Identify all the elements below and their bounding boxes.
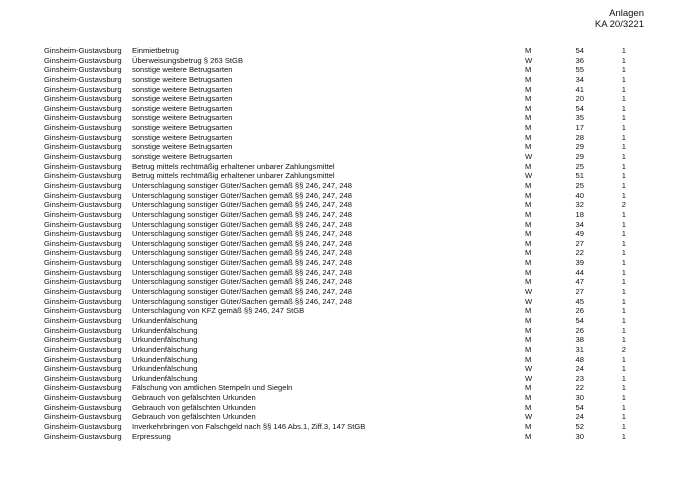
count-cell: 1	[621, 421, 626, 431]
place-cell: Ginsheim-Gustavsburg	[44, 94, 122, 104]
sex-cell: M	[525, 142, 532, 152]
offense-cell: Urkundenfälschung	[132, 373, 198, 383]
table-row	[44, 200, 664, 210]
sex-cell: M	[525, 238, 532, 248]
age-cell: 35	[575, 113, 584, 123]
sex-cell: M	[525, 94, 532, 104]
sex-cell: M	[525, 335, 532, 345]
age-cell: 54	[575, 103, 584, 113]
age-cell: 25	[575, 161, 584, 171]
sex-cell: W	[525, 287, 533, 297]
table-row	[44, 56, 664, 66]
place-cell: Ginsheim-Gustavsburg	[44, 354, 122, 364]
table-row	[44, 210, 664, 220]
table-row	[44, 422, 664, 432]
table-row	[44, 65, 664, 75]
age-cell: 55	[575, 65, 584, 75]
table-row	[44, 383, 664, 393]
count-cell: 1	[621, 296, 626, 306]
age-cell: 27	[575, 238, 584, 248]
sex-cell: M	[525, 219, 532, 229]
count-cell: 1	[621, 277, 626, 287]
place-cell: Ginsheim-Gustavsburg	[44, 74, 122, 84]
age-cell: 28	[575, 132, 584, 142]
count-cell: 1	[621, 335, 626, 345]
table-row	[44, 306, 664, 316]
age-cell: 39	[575, 258, 584, 268]
sex-cell: M	[525, 190, 532, 200]
age-cell: 26	[575, 306, 584, 316]
table-row	[44, 393, 664, 403]
count-cell: 1	[621, 94, 626, 104]
table-row	[44, 268, 664, 278]
table-row	[44, 133, 664, 143]
table-row	[44, 94, 664, 104]
sex-cell: M	[525, 383, 532, 393]
place-cell: Ginsheim-Gustavsburg	[44, 421, 122, 431]
table-row	[44, 171, 664, 181]
offense-cell: sonstige weitere Betrugsarten	[132, 84, 233, 94]
age-cell: 25	[575, 180, 584, 190]
sex-cell: M	[525, 306, 532, 316]
place-cell: Ginsheim-Gustavsburg	[44, 402, 122, 412]
sex-cell: M	[525, 180, 532, 190]
count-cell: 1	[621, 132, 626, 142]
sex-cell: M	[525, 393, 532, 403]
count-cell: 1	[621, 373, 626, 383]
offense-cell: Unterschlagung sonstiger Güter/Sachen gemäß §§ 246, 247, 248	[132, 267, 352, 277]
table-row	[44, 248, 664, 258]
table-row	[44, 181, 664, 191]
count-cell: 1	[621, 325, 626, 335]
age-cell: 17	[575, 123, 584, 133]
count-cell: 1	[621, 229, 626, 239]
sex-cell: M	[525, 161, 532, 171]
place-cell: Ginsheim-Gustavsburg	[44, 103, 122, 113]
count-cell: 1	[621, 46, 626, 55]
sex-cell: M	[525, 248, 532, 258]
age-cell: 23	[575, 373, 584, 383]
offense-cell: sonstige weitere Betrugsarten	[132, 142, 233, 152]
count-cell: 1	[621, 402, 626, 412]
table-row	[44, 345, 664, 355]
place-cell: Ginsheim-Gustavsburg	[44, 344, 122, 354]
count-cell: 1	[621, 383, 626, 393]
place-cell: Ginsheim-Gustavsburg	[44, 209, 122, 219]
place-cell: Ginsheim-Gustavsburg	[44, 325, 122, 335]
age-cell: 47	[575, 277, 584, 287]
sex-cell: M	[525, 258, 532, 268]
sex-cell: M	[525, 402, 532, 412]
age-cell: 22	[575, 383, 584, 393]
age-cell: 32	[575, 200, 584, 210]
age-cell: 40	[575, 190, 584, 200]
place-cell: Ginsheim-Gustavsburg	[44, 364, 122, 374]
table-row	[44, 316, 664, 326]
count-cell: 1	[621, 219, 626, 229]
table-row	[44, 355, 664, 365]
count-cell: 2	[621, 200, 626, 210]
sex-cell: W	[525, 364, 533, 374]
place-cell: Ginsheim-Gustavsburg	[44, 335, 122, 345]
age-cell: 20	[575, 94, 584, 104]
count-cell: 1	[621, 103, 626, 113]
count-cell: 1	[621, 393, 626, 403]
offense-cell: sonstige weitere Betrugsarten	[132, 74, 233, 84]
table-row	[44, 142, 664, 152]
sex-cell: W	[525, 296, 533, 306]
table-row	[44, 403, 664, 413]
offense-cell: Erpressung	[132, 431, 171, 441]
sex-cell: M	[525, 354, 532, 364]
count-cell: 1	[621, 412, 626, 422]
count-cell: 1	[621, 180, 626, 190]
offense-cell: Unterschlagung sonstiger Güter/Sachen gemäß §§ 246, 247, 248	[132, 258, 352, 268]
offense-cell: Urkundenfälschung	[132, 315, 198, 325]
sex-cell: M	[525, 103, 532, 113]
sex-cell: M	[525, 277, 532, 287]
table-row	[44, 220, 664, 230]
sex-cell: M	[525, 123, 532, 133]
offense-cell: Unterschlagung sonstiger Güter/Sachen gemäß §§ 246, 247, 248	[132, 200, 352, 210]
count-cell: 1	[621, 84, 626, 94]
table-row	[44, 258, 664, 268]
offense-cell: Betrug mittels rechtmäßig erhaltener unbarer Zahlungsmittel	[132, 161, 335, 171]
count-cell: 1	[621, 123, 626, 133]
place-cell: Ginsheim-Gustavsburg	[44, 55, 122, 65]
age-cell: 29	[575, 142, 584, 152]
age-cell: 38	[575, 335, 584, 345]
table-row	[44, 152, 664, 162]
place-cell: Ginsheim-Gustavsburg	[44, 171, 122, 181]
table-row	[44, 46, 664, 56]
sex-cell: W	[525, 152, 533, 162]
sex-cell: W	[525, 171, 533, 181]
sex-cell: W	[525, 55, 533, 65]
offense-cell: Inverkehrbringen von Falschgeld nach §§ 146 Abs.1, Ziff.3, 147 StGB	[132, 421, 366, 431]
sex-cell: M	[525, 84, 532, 94]
age-cell: 51	[575, 171, 584, 181]
place-cell: Ginsheim-Gustavsburg	[44, 277, 122, 287]
offense-cell: Unterschlagung sonstiger Güter/Sachen gemäß §§ 246, 247, 248	[132, 190, 352, 200]
sex-cell: M	[525, 315, 532, 325]
place-cell: Ginsheim-Gustavsburg	[44, 123, 122, 133]
place-cell: Ginsheim-Gustavsburg	[44, 161, 122, 171]
sex-cell: M	[525, 65, 532, 75]
place-cell: Ginsheim-Gustavsburg	[44, 412, 122, 422]
count-cell: 1	[621, 161, 626, 171]
table-row	[44, 123, 664, 133]
sex-cell: M	[525, 267, 532, 277]
sex-cell: M	[525, 344, 532, 354]
age-cell: 18	[575, 209, 584, 219]
offense-cell: sonstige weitere Betrugsarten	[132, 65, 233, 75]
age-cell: 54	[575, 315, 584, 325]
place-cell: Ginsheim-Gustavsburg	[44, 306, 122, 316]
offense-cell: Gebrauch von gefälschten Urkunden	[132, 402, 256, 412]
sex-cell: M	[525, 229, 532, 239]
count-cell: 1	[621, 354, 626, 364]
age-cell: 54	[575, 402, 584, 412]
sex-cell: M	[525, 431, 532, 441]
age-cell: 52	[575, 421, 584, 431]
place-cell: Ginsheim-Gustavsburg	[44, 393, 122, 403]
offense-cell: sonstige weitere Betrugsarten	[132, 152, 233, 162]
offense-cell: Unterschlagung sonstiger Güter/Sachen gemäß §§ 246, 247, 248	[132, 277, 352, 287]
offense-cell: sonstige weitere Betrugsarten	[132, 123, 233, 133]
age-cell: 45	[575, 296, 584, 306]
count-cell: 1	[621, 113, 626, 123]
offense-cell: Urkundenfälschung	[132, 354, 198, 364]
place-cell: Ginsheim-Gustavsburg	[44, 267, 122, 277]
sex-cell: M	[525, 421, 532, 431]
table-row	[44, 85, 664, 95]
table-row	[44, 335, 664, 345]
place-cell: Ginsheim-Gustavsburg	[44, 431, 122, 441]
table-row	[44, 239, 664, 249]
count-cell: 1	[621, 248, 626, 258]
table-row	[44, 104, 664, 114]
count-cell: 1	[621, 190, 626, 200]
offense-cell: Fälschung von amtlichen Stempeln und Siegeln	[132, 383, 293, 393]
sex-cell: W	[525, 373, 533, 383]
place-cell: Ginsheim-Gustavsburg	[44, 190, 122, 200]
count-cell: 1	[621, 152, 626, 162]
place-cell: Ginsheim-Gustavsburg	[44, 315, 122, 325]
offense-cell: sonstige weitere Betrugsarten	[132, 113, 233, 123]
age-cell: 24	[575, 364, 584, 374]
place-cell: Ginsheim-Gustavsburg	[44, 373, 122, 383]
offense-cell: Gebrauch von gefälschten Urkunden	[132, 412, 256, 422]
offense-cell: Urkundenfälschung	[132, 335, 198, 345]
sex-cell: M	[525, 74, 532, 84]
table-row	[44, 287, 664, 297]
offense-cell: Unterschlagung sonstiger Güter/Sachen gemäß §§ 246, 247, 248	[132, 238, 352, 248]
offense-cell: Einmietbetrug	[132, 46, 179, 55]
offense-cell: sonstige weitere Betrugsarten	[132, 103, 233, 113]
offense-cell: Urkundenfälschung	[132, 325, 198, 335]
offense-cell: Unterschlagung sonstiger Güter/Sachen gemäß §§ 246, 247, 248	[132, 229, 352, 239]
data-table	[44, 46, 664, 441]
table-row	[44, 191, 664, 201]
offense-cell: Betrug mittels rechtmäßig erhaltener unbarer Zahlungsmittel	[132, 171, 335, 181]
place-cell: Ginsheim-Gustavsburg	[44, 229, 122, 239]
count-cell: 1	[621, 209, 626, 219]
age-cell: 34	[575, 219, 584, 229]
sex-cell: M	[525, 200, 532, 210]
place-cell: Ginsheim-Gustavsburg	[44, 287, 122, 297]
table-row	[44, 75, 664, 85]
sex-cell: M	[525, 113, 532, 123]
offense-cell: sonstige weitere Betrugsarten	[132, 132, 233, 142]
offense-cell: Unterschlagung sonstiger Güter/Sachen gemäß §§ 246, 247, 248	[132, 248, 352, 258]
offense-cell: Gebrauch von gefälschten Urkunden	[132, 393, 256, 403]
age-cell: 54	[575, 46, 584, 55]
place-cell: Ginsheim-Gustavsburg	[44, 248, 122, 258]
count-cell: 1	[621, 238, 626, 248]
place-cell: Ginsheim-Gustavsburg	[44, 200, 122, 210]
table-row	[44, 297, 664, 307]
place-cell: Ginsheim-Gustavsburg	[44, 142, 122, 152]
sex-cell: M	[525, 132, 532, 142]
offense-cell: Unterschlagung sonstiger Güter/Sachen gemäß §§ 246, 247, 248	[132, 180, 352, 190]
place-cell: Ginsheim-Gustavsburg	[44, 180, 122, 190]
age-cell: 36	[575, 55, 584, 65]
count-cell: 1	[621, 65, 626, 75]
place-cell: Ginsheim-Gustavsburg	[44, 383, 122, 393]
age-cell: 49	[575, 229, 584, 239]
count-cell: 1	[621, 267, 626, 277]
offense-cell: Überweisungsbetrug § 263 StGB	[132, 55, 244, 65]
table-row	[44, 113, 664, 123]
header-reference-number: KA 20/3221	[594, 18, 644, 30]
age-cell: 44	[575, 267, 584, 277]
count-cell: 1	[621, 287, 626, 297]
header-annex-label: Anlagen	[609, 8, 644, 19]
count-cell: 1	[621, 55, 626, 65]
table-row	[44, 277, 664, 287]
offense-cell: sonstige weitere Betrugsarten	[132, 94, 233, 104]
offense-cell: Urkundenfälschung	[132, 364, 198, 374]
count-cell: 1	[621, 74, 626, 84]
place-cell: Ginsheim-Gustavsburg	[44, 238, 122, 248]
count-cell: 2	[621, 344, 626, 354]
place-cell: Ginsheim-Gustavsburg	[44, 296, 122, 306]
age-cell: 41	[575, 84, 584, 94]
table-row	[44, 229, 664, 239]
age-cell: 30	[575, 393, 584, 403]
offense-cell: Unterschlagung sonstiger Güter/Sachen gemäß §§ 246, 247, 248	[132, 219, 352, 229]
count-cell: 1	[621, 306, 626, 316]
table-row	[44, 162, 664, 172]
sex-cell: M	[525, 209, 532, 219]
table-row	[44, 374, 664, 384]
place-cell: Ginsheim-Gustavsburg	[44, 219, 122, 229]
place-cell: Ginsheim-Gustavsburg	[44, 84, 122, 94]
place-cell: Ginsheim-Gustavsburg	[44, 258, 122, 268]
offense-cell: Urkundenfälschung	[132, 344, 198, 354]
table-row	[44, 364, 664, 374]
sex-cell: M	[525, 325, 532, 335]
table-row	[44, 326, 664, 336]
age-cell: 30	[575, 431, 584, 441]
offense-cell: Unterschlagung sonstiger Güter/Sachen gemäß §§ 246, 247, 248	[132, 287, 352, 297]
count-cell: 1	[621, 364, 626, 374]
place-cell: Ginsheim-Gustavsburg	[44, 113, 122, 123]
place-cell: Ginsheim-Gustavsburg	[44, 65, 122, 75]
offense-cell: Unterschlagung sonstiger Güter/Sachen gemäß §§ 246, 247, 248	[132, 296, 352, 306]
age-cell: 24	[575, 412, 584, 422]
sex-cell: W	[525, 412, 533, 422]
count-cell: 1	[621, 142, 626, 152]
age-cell: 26	[575, 325, 584, 335]
place-cell: Ginsheim-Gustavsburg	[44, 132, 122, 142]
age-cell: 48	[575, 354, 584, 364]
sex-cell: M	[525, 46, 532, 55]
age-cell: 22	[575, 248, 584, 258]
place-cell: Ginsheim-Gustavsburg	[44, 46, 122, 55]
table-row	[44, 412, 664, 422]
count-cell: 1	[621, 258, 626, 268]
document-header	[595, 9, 644, 30]
count-cell: 1	[621, 431, 626, 441]
table-row	[44, 432, 664, 442]
offense-cell: Unterschlagung sonstiger Güter/Sachen gemäß §§ 246, 247, 248	[132, 209, 352, 219]
age-cell: 34	[575, 74, 584, 84]
count-cell: 1	[621, 315, 626, 325]
place-cell: Ginsheim-Gustavsburg	[44, 152, 122, 162]
age-cell: 29	[575, 152, 584, 162]
age-cell: 31	[575, 344, 584, 354]
offense-cell: Unterschlagung von KFZ gemäß §§ 246, 247 StGB	[132, 306, 305, 316]
count-cell: 1	[621, 171, 626, 181]
age-cell: 27	[575, 287, 584, 297]
